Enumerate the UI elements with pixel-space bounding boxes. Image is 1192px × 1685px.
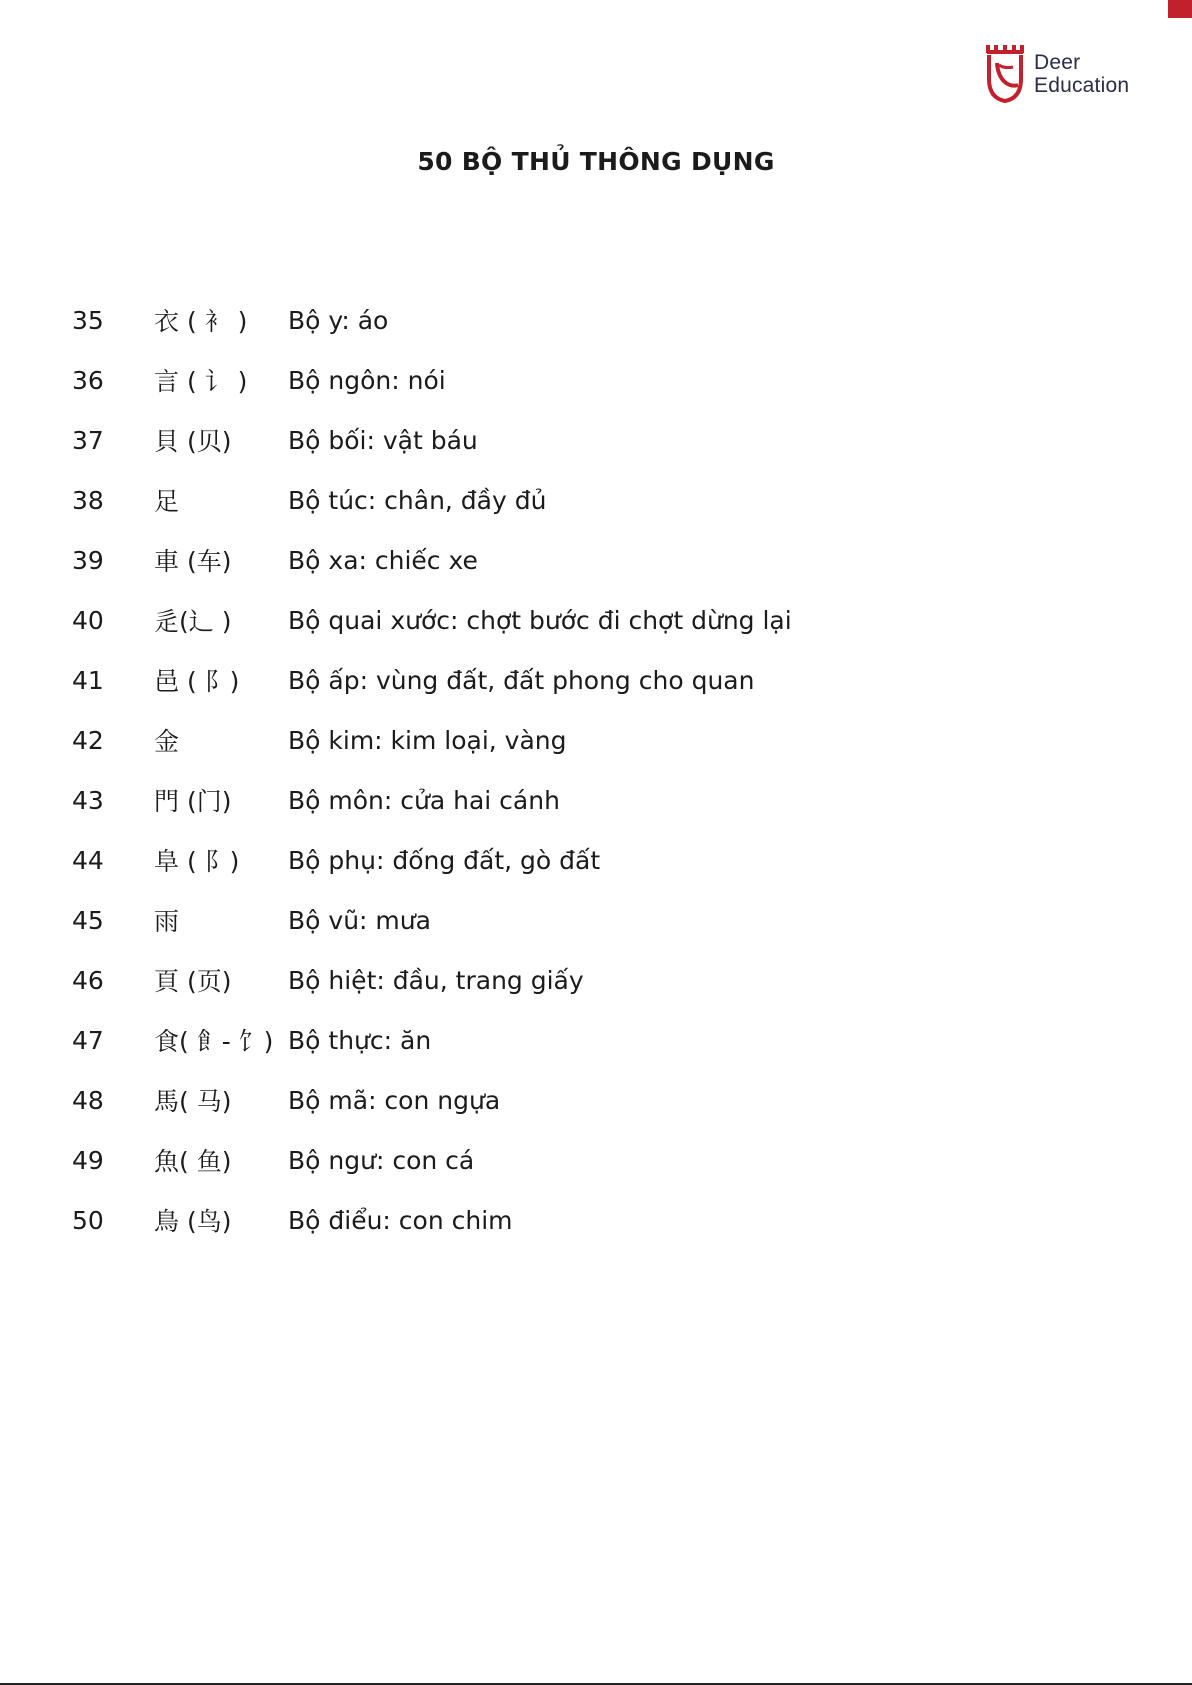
deer-crest-icon xyxy=(984,43,1026,105)
radical-character: 邑 ( 阝) xyxy=(154,667,240,696)
radical-meaning: Bộ điểu: con chim xyxy=(288,1205,513,1235)
radical-meaning: Bộ vũ: mưa xyxy=(288,905,431,935)
radical-character: 足 xyxy=(154,487,180,516)
radical-meaning: Bộ ấp: vùng đất, đất phong cho quan xyxy=(288,665,755,695)
radical-row xyxy=(72,650,792,710)
radical-character: 貝 (贝) xyxy=(154,427,232,456)
radical-row xyxy=(72,950,792,1010)
radical-meaning: Bộ quai xước: chợt bước đi chợt dừng lại xyxy=(288,605,792,635)
radical-number: 37 xyxy=(72,425,104,455)
radical-number: 38 xyxy=(72,485,104,515)
radical-character: 阜 ( 阝) xyxy=(154,847,240,876)
brand-name xyxy=(1034,51,1129,97)
radical-number: 41 xyxy=(72,665,104,695)
radical-row xyxy=(72,1070,792,1130)
radical-meaning: Bộ mã: con ngựa xyxy=(288,1085,501,1115)
radical-character: 言 ( 讠 ) xyxy=(154,367,248,396)
radical-row xyxy=(72,350,792,410)
radical-row xyxy=(72,1010,792,1070)
radical-character: 鳥 (鸟) xyxy=(154,1207,232,1236)
radical-character: 金 xyxy=(154,727,180,756)
radical-row xyxy=(72,590,792,650)
brand-logo xyxy=(984,43,1129,105)
radical-character: 食( 飠- 饣) xyxy=(154,1027,274,1056)
radical-row xyxy=(72,1130,792,1190)
radical-meaning: Bộ ngư: con cá xyxy=(288,1145,475,1175)
radical-row xyxy=(72,830,792,890)
radical-character: 馬( 马) xyxy=(154,1087,232,1116)
radical-meaning: Bộ môn: cửa hai cánh xyxy=(288,785,560,815)
radical-character: 車 (车) xyxy=(154,547,232,576)
radical-meaning: Bộ kim: kim loại, vàng xyxy=(288,725,567,755)
radical-number: 40 xyxy=(72,605,104,635)
radical-row xyxy=(72,290,792,350)
radical-character: 魚( 鱼) xyxy=(154,1147,232,1176)
radical-row xyxy=(72,770,792,830)
radical-number: 39 xyxy=(72,545,104,575)
brand-name-line2: Education xyxy=(1034,74,1130,97)
radical-meaning: Bộ hiệt: đầu, trang giấy xyxy=(288,965,584,995)
radical-row xyxy=(72,530,792,590)
radical-number: 50 xyxy=(72,1205,104,1235)
radical-character: 辵(辶 ) xyxy=(154,607,232,636)
radical-row xyxy=(72,410,792,470)
radical-character: 衣 ( 衤 ) xyxy=(154,307,248,336)
radical-number: 44 xyxy=(72,845,104,875)
radical-number: 36 xyxy=(72,365,104,395)
radical-number: 46 xyxy=(72,965,104,995)
radical-meaning: Bộ ngôn: nói xyxy=(288,365,446,395)
radical-meaning: Bộ bối: vật báu xyxy=(288,425,478,455)
radical-character: 門 (门) xyxy=(154,787,232,816)
radical-meaning: Bộ y: áo xyxy=(288,305,389,335)
corner-accent-mark xyxy=(1168,0,1192,18)
radical-number: 43 xyxy=(72,785,104,815)
radical-row xyxy=(72,470,792,530)
radical-character: 雨 xyxy=(154,907,180,936)
radical-list xyxy=(72,290,792,1250)
radical-number: 35 xyxy=(72,305,104,335)
radical-character: 頁 (页) xyxy=(154,967,232,996)
radical-number: 47 xyxy=(72,1025,104,1055)
radical-number: 45 xyxy=(72,905,104,935)
page-title: 50 BỘ THỦ THÔNG DỤNG xyxy=(417,147,775,176)
radical-meaning: Bộ xa: chiếc xe xyxy=(288,545,478,575)
radical-row xyxy=(72,890,792,950)
radical-number: 48 xyxy=(72,1085,104,1115)
radical-number: 42 xyxy=(72,725,104,755)
radical-meaning: Bộ phụ: đống đất, gò đất xyxy=(288,845,601,875)
radical-number: 49 xyxy=(72,1145,104,1175)
radical-meaning: Bộ thực: ăn xyxy=(288,1025,432,1055)
brand-name-line1: Deer xyxy=(1034,51,1081,74)
radical-row xyxy=(72,710,792,770)
radical-row xyxy=(72,1190,792,1250)
radical-meaning: Bộ túc: chân, đầy đủ xyxy=(288,485,547,515)
